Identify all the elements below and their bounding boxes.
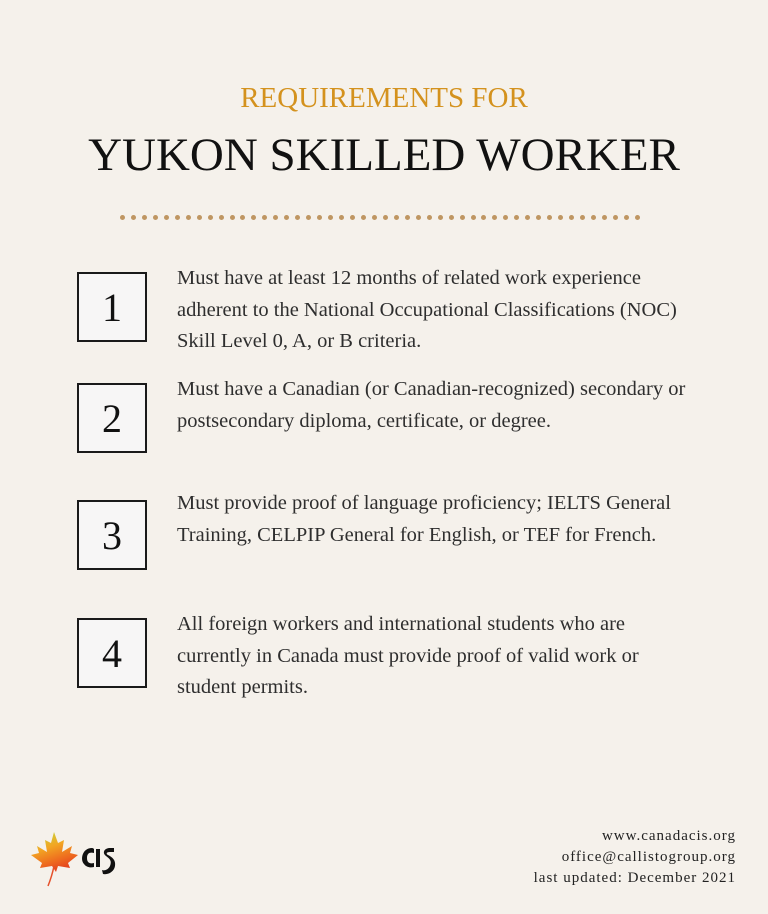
maple-leaf-icon [28,828,118,890]
divider-dot [306,215,311,220]
divider-dot [339,215,344,220]
divider-dot [569,215,574,220]
divider-dot [153,215,158,220]
divider-dot [591,215,596,220]
divider-dot [372,215,377,220]
requirement-text: Must have at least 12 months of related work experience adherent to the National Occupational Classifications (NOC) Skill Level 0, A, or B criteria. [177,267,677,352]
divider-dot [262,215,267,220]
divider-dot [186,215,191,220]
divider-dot [471,215,476,220]
number-box: 2 [77,383,147,453]
requirement-text: Must provide proof of language proficiency; IELTS General Training, CELPIP General for English, or TEF for French. [177,492,671,546]
divider-dot [525,215,530,220]
divider-dot [481,215,486,220]
divider-dot [427,215,432,220]
last-updated: last updated: December 2021 [533,870,736,886]
divider-dot [536,215,541,220]
email-link[interactable]: office@callistogroup.org [561,849,736,865]
requirement-text: Must have a Canadian (or Canadian-recognized) secondary or postsecondary diploma, certificate, or degree. [177,378,686,432]
divider-dot [240,215,245,220]
divider-dot [383,215,388,220]
cis-logo [28,828,118,890]
divider-dot [142,215,147,220]
divider-dot [613,215,618,220]
divider-dot [514,215,519,220]
footer-contact [534,826,736,889]
number-box: 4 [77,618,147,688]
divider-dot [460,215,465,220]
divider-dot [416,215,421,220]
divider-dot [635,215,640,220]
divider-dot [230,215,235,220]
page-title: YUKON SKILLED WORKER [88,129,680,181]
divider-dot [284,215,289,220]
divider-dot [449,215,454,220]
divider-dot [361,215,366,220]
divider-dot [547,215,552,220]
divider-dot [438,215,443,220]
divider-dot [580,215,585,220]
divider-dot [503,215,508,220]
number-box: 3 [77,500,147,570]
divider-dot [131,215,136,220]
divider-dot [120,215,125,220]
divider-dot [328,215,333,220]
divider-dot [175,215,180,220]
requirement-text: All foreign workers and international students who are currently in Canada must provide proof of valid work or student permits. [177,613,639,698]
divider-dot [273,215,278,220]
divider-dot [558,215,563,220]
divider-dot [624,215,629,220]
divider-dot [208,215,213,220]
website-link[interactable]: www.canadacis.org [601,828,736,844]
divider-dot [251,215,256,220]
divider-dot [394,215,399,220]
number-box: 1 [77,272,147,342]
divider-dot [317,215,322,220]
divider-dot [219,215,224,220]
page-subtitle: REQUIREMENTS FOR [240,82,528,114]
divider-dot [295,215,300,220]
divider-dot [197,215,202,220]
divider-dot [492,215,497,220]
dotted-divider [120,213,640,221]
divider-dot [405,215,410,220]
divider-dot [602,215,607,220]
divider-dot [164,215,169,220]
divider-dot [350,215,355,220]
